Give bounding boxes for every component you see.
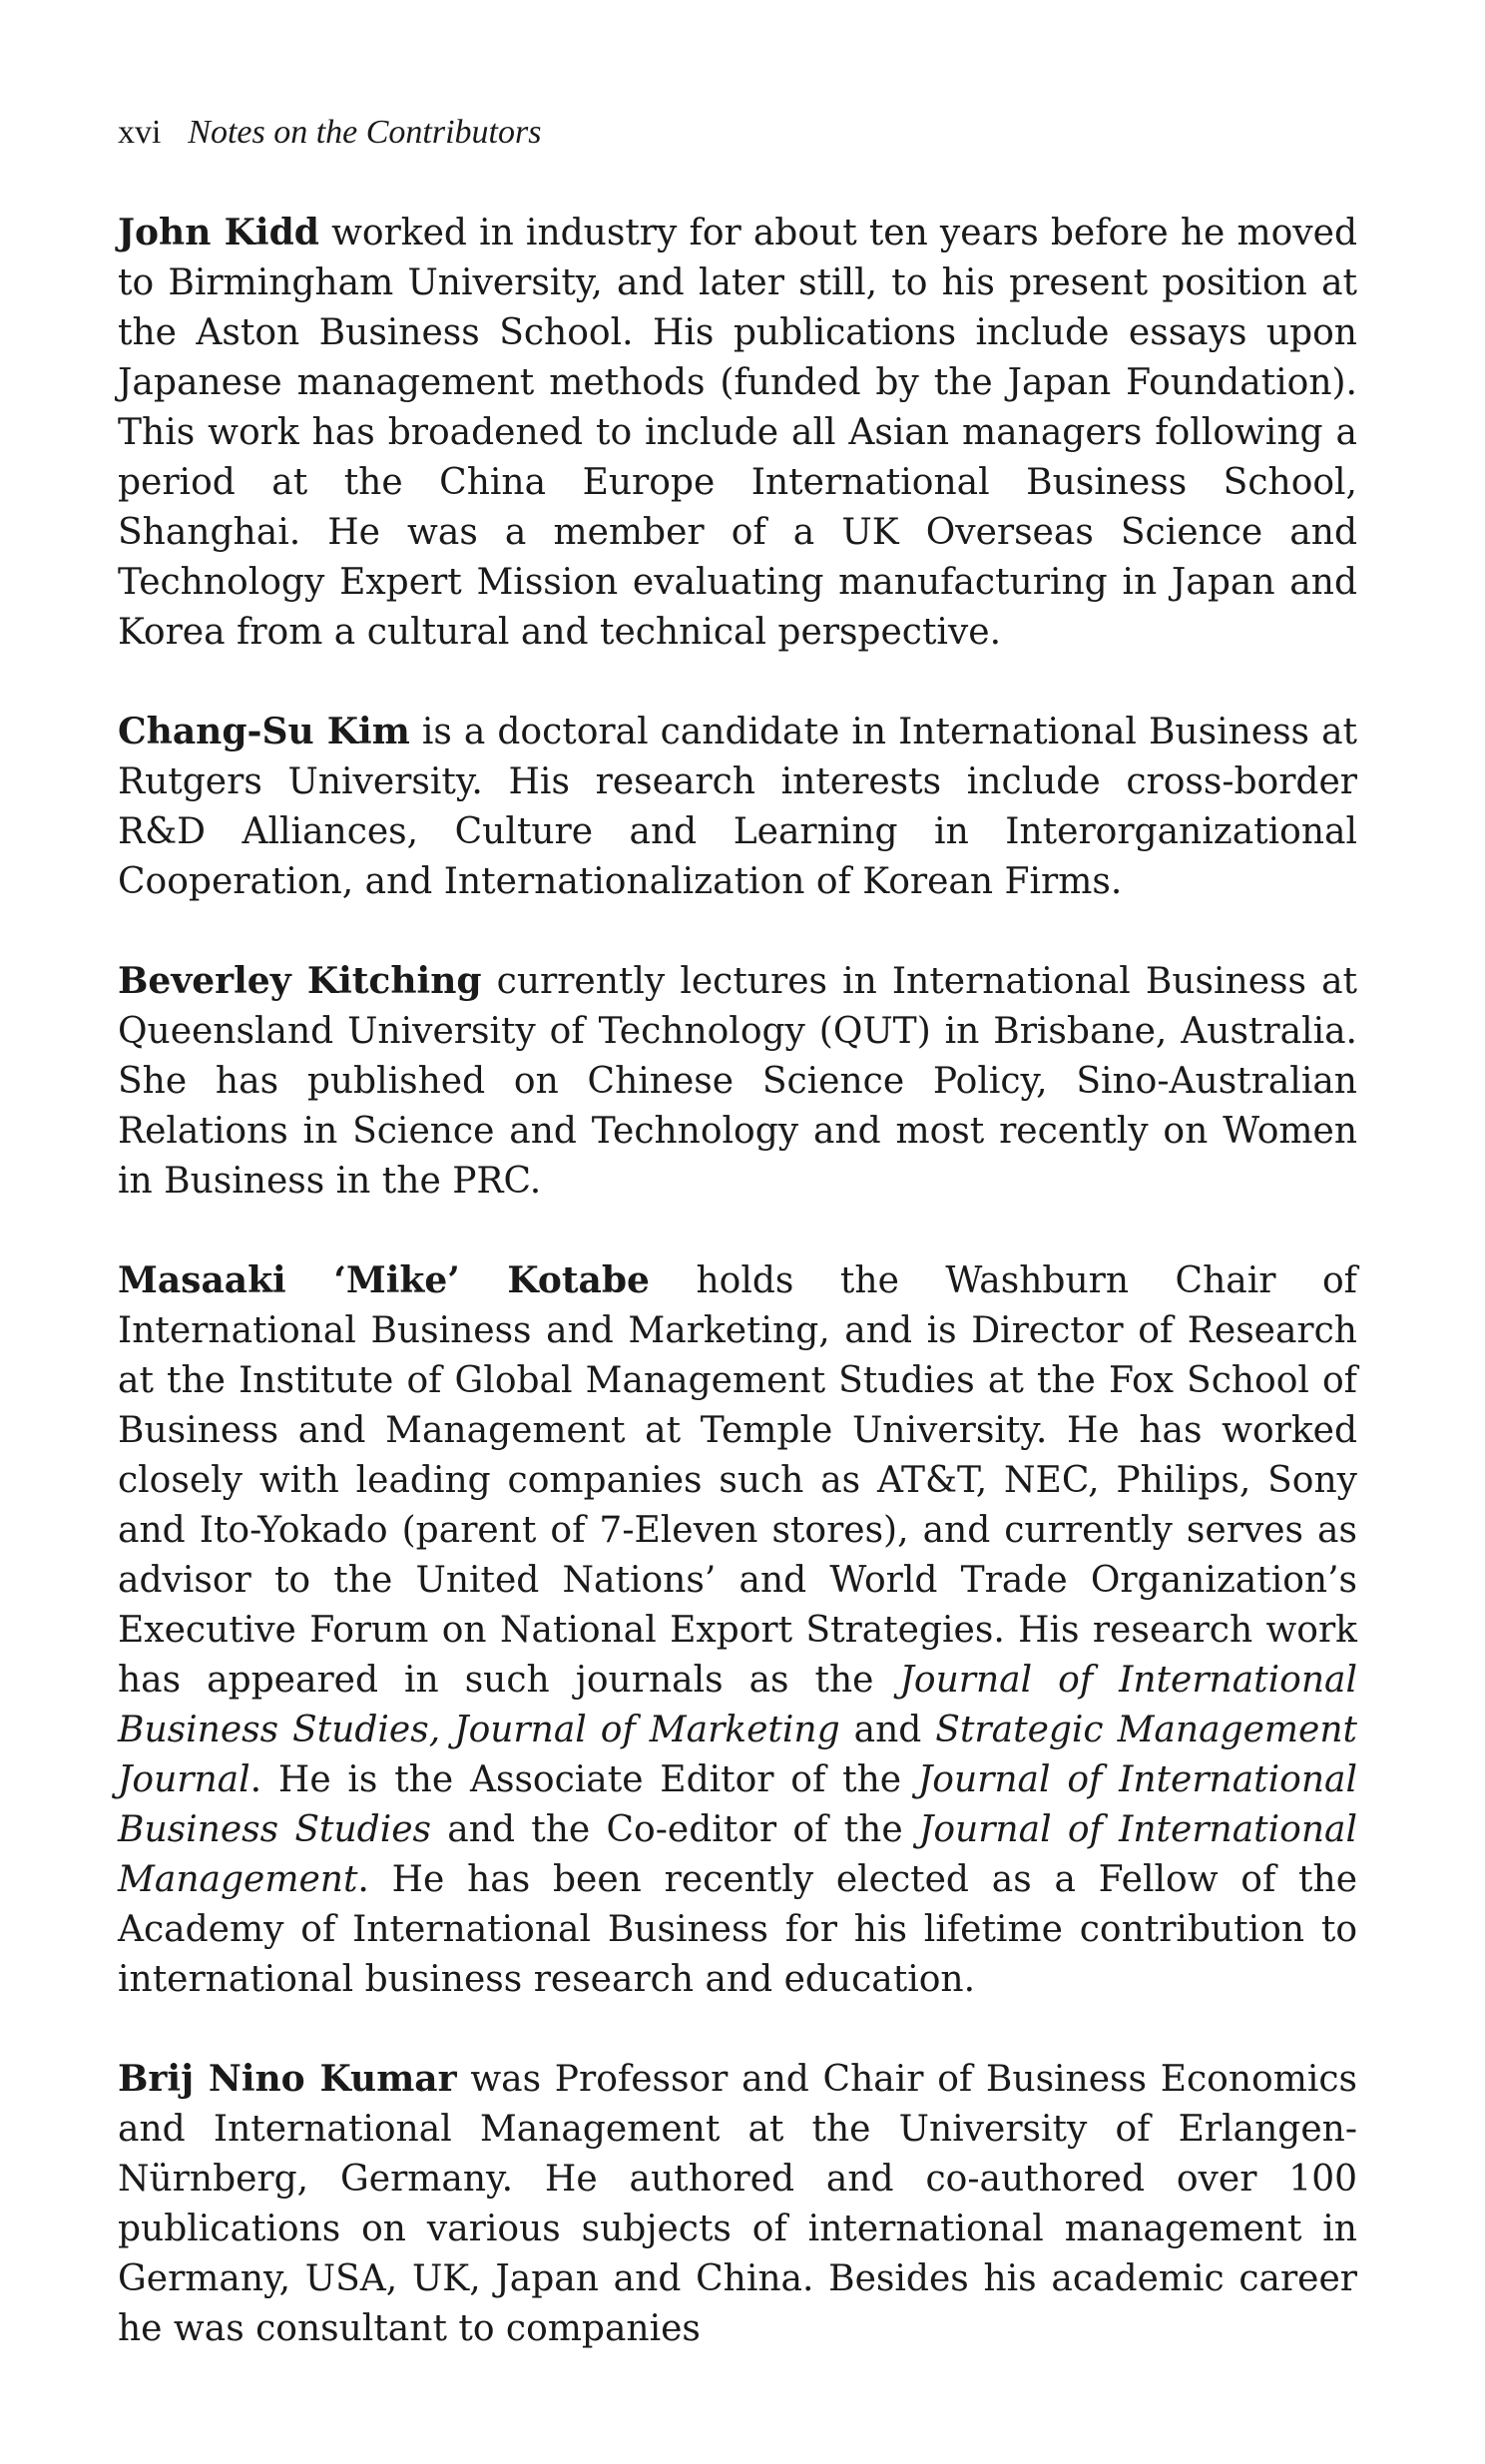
contributor-entry <box>118 1255 1357 2005</box>
journal-title: Strategic Management Journal <box>118 1710 1357 1800</box>
contributor-name: John Kidd <box>118 212 319 253</box>
contributor-bio-text: . He is the Associate Editor of the <box>249 1759 918 1800</box>
contributor-entry <box>118 2054 1357 2354</box>
contributor-name: Beverley Kitching <box>118 960 482 1002</box>
contributor-bio-text: is a doctoral candidate in International Business at Rutgers University. His research interests include cross-border R&D Alliances, Culture and Learning in Interorganizational Cooperation, and Internationalization of Korean Firms. <box>118 712 1358 902</box>
contributor-list <box>118 208 1357 2403</box>
page-number: xvi <box>118 114 162 151</box>
contributor-bio-text: currently lectures in International Business at Queensland University of Technology (QUT) in Brisbane, Australia. She has published on Chinese Science Policy, Sino-Australian Relations in Science and Technology and most recently on Women in Business in the PRC. <box>118 961 1357 1202</box>
contributor-entry <box>118 956 1357 1207</box>
journal-title: Journal of International Business Studies, Journal of Marketing <box>118 1660 1357 1750</box>
contributor-entry <box>118 707 1357 907</box>
contributor-bio-text: was Professor and Chair of Business Economics and International Management at the University of Erlangen-Nürnberg, Germany. He authored and co-authored over 100 publications on various subjects of international management in Germany, USA, UK, Japan and China. Besides his academic career he was consultant to companies <box>118 2059 1357 2349</box>
contributor-entry <box>118 208 1357 658</box>
contributor-name: Brij Nino Kumar <box>118 2058 457 2100</box>
contributor-name: Chang-Su Kim <box>118 711 410 752</box>
contributor-bio-text: worked in industry for about ten years before he moved to Birmingham University, and later still, to his present position at the Aston Business School. His publications include essays upon Japanese management methods (funded by the Japan Foundation). This work has broadened to include all Asian managers following a period at the China Europe International Business School, Shanghai. He was a member of a UK Overseas Science and Technology Expert Mission evaluating manufacturing in Japan and Korea from a cultural and technical perspective. <box>118 213 1357 653</box>
journal-title: Journal of International Management <box>118 1809 1357 1900</box>
contributor-name: Masaaki ‘Mike’ Kotabe <box>118 1259 650 1301</box>
journal-title: Journal of International Business Studies <box>118 1759 1357 1850</box>
contributor-bio-text: and <box>839 1710 936 1750</box>
contributor-bio-text: . He has been recently elected as a Fellow of the Academy of International Business for his lifetime contribution to international business research and education. <box>118 1859 1357 2000</box>
contributor-bio-text: holds the Washburn Chair of International Business and Marketing, and is Director of Research at the Institute of Global Management Studies at the Fox School of Business and Management at Temple University. He has worked closely with leading companies such as AT&T, NEC, Philips, Sony and Ito-Yokado (parent of 7-Eleven stores), and currently serves as advisor to the United Nations’ and World Trade Organization’s Executive Forum on National Export Strategies. His research work has appeared in such journals as the <box>118 1260 1358 1701</box>
running-title: Notes on the Contributors <box>188 114 542 151</box>
contributor-bio-text: and the Co-editor of the <box>431 1809 919 1850</box>
running-header <box>118 112 541 153</box>
